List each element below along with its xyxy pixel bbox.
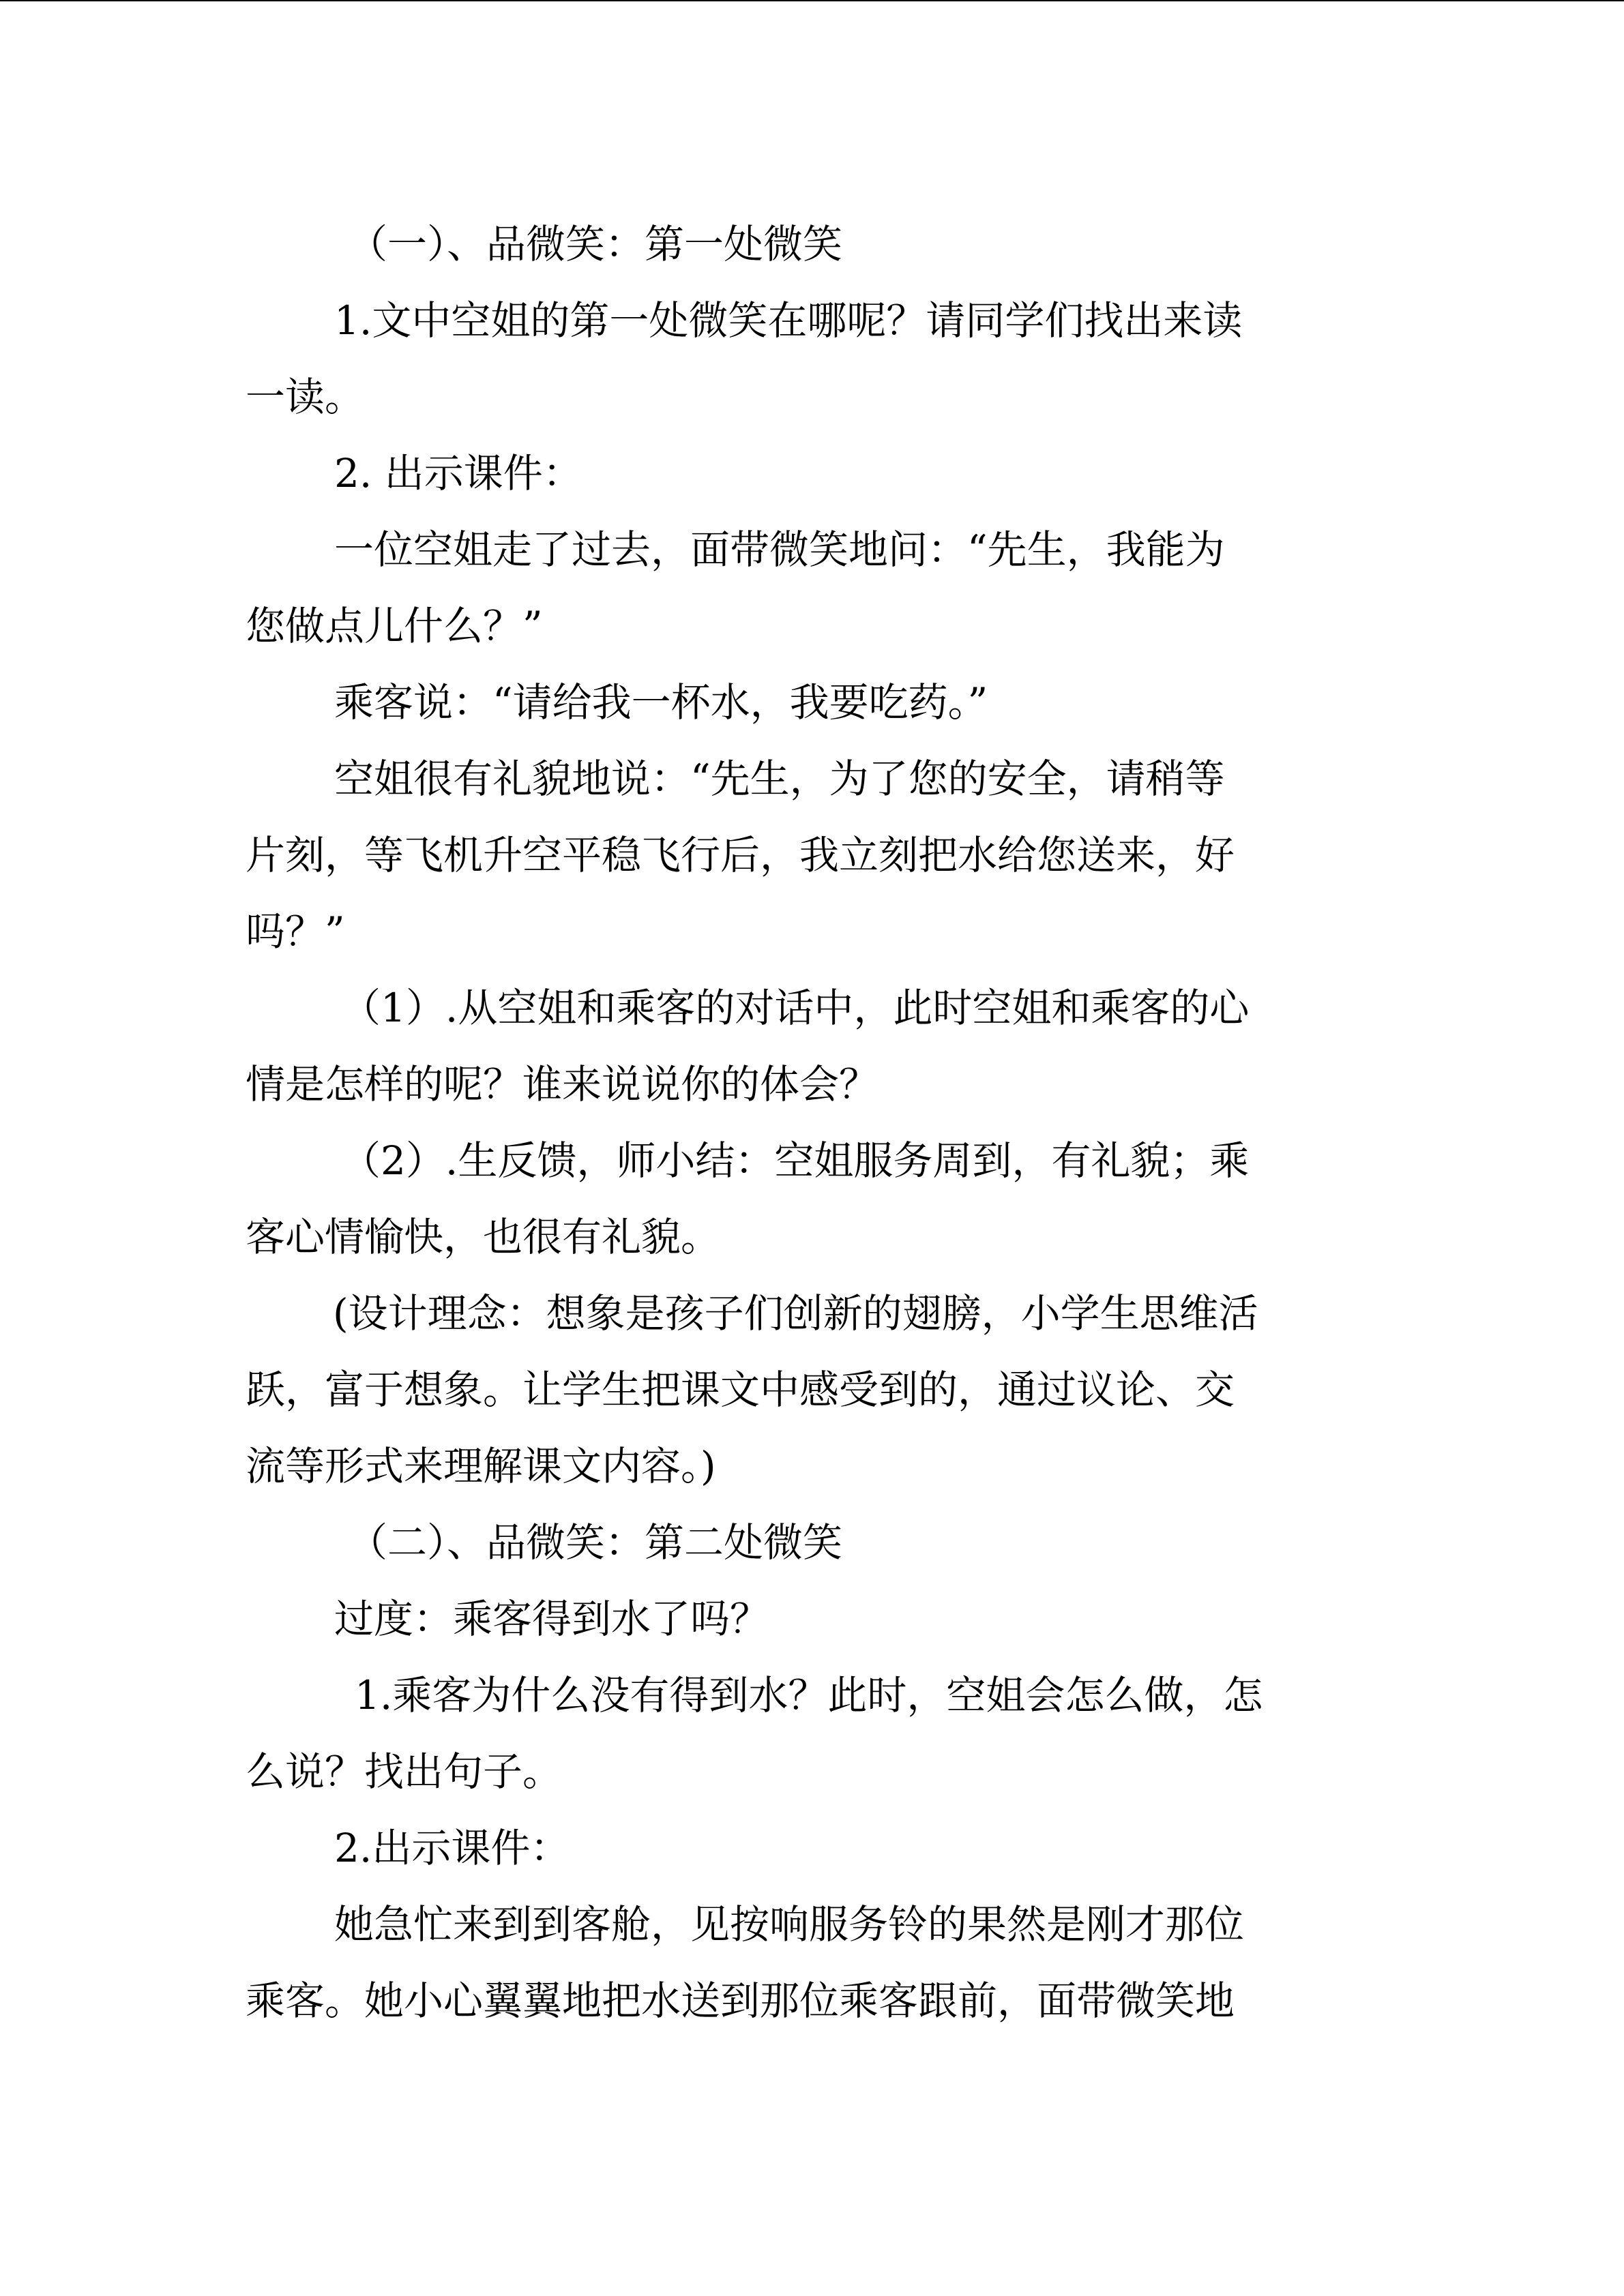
paragraph-line: （2）.生反馈，师小结：空姐服务周到，有礼貌；乘 xyxy=(341,1137,1250,1184)
paragraph-line: 2.出示课件： xyxy=(334,1825,570,1871)
design-note-line: (设计理念：想象是孩子们创新的翅膀，小学生思维活 xyxy=(333,1290,1258,1337)
paragraph-line: （1）.从空姐和乘客的对话中，此时空姐和乘客的心 xyxy=(341,985,1250,1031)
design-note-line: 流等形式来理解课文内容。) xyxy=(246,1443,716,1489)
paragraph-line: 情是怎样的呢？谁来说说你的体会？ xyxy=(246,1061,879,1107)
paragraph-line: 一读。 xyxy=(246,374,365,420)
paragraph-line: 片刻，等飞机升空平稳飞行后，我立刻把水给您送来，好 xyxy=(246,832,1235,878)
paragraph-line: 么说？找出句子。 xyxy=(246,1748,563,1795)
paragraph-line: 乘客。她小心翼翼地把水送到那位乘客跟前，面带微笑地 xyxy=(246,1978,1235,2024)
paragraph-line: 一位空姐走了过去，面带微笑地问：“先生，我能为 xyxy=(334,526,1225,573)
design-note-line: 跃，富于想象。让学生把课文中感受到的，通过议论、交 xyxy=(246,1367,1235,1413)
paragraph-line: 吗？” xyxy=(246,908,345,955)
section-heading-first-smile: （一）、品微笑：第一处微笑 xyxy=(348,221,843,267)
section-heading-second-smile: （二）、品微笑：第二处微笑 xyxy=(348,1519,843,1566)
paragraph-line: 2. 出示课件： xyxy=(334,450,582,496)
paragraph-line: 她急忙来到到客舱，见按响服务铃的果然是刚才那位 xyxy=(334,1901,1245,1948)
paragraph-line: 乘客说：“请给我一杯水，我要吃药。” xyxy=(334,679,988,726)
paragraph-line: 1.文中空姐的第一处微笑在哪呢？请同学们找出来读 xyxy=(334,297,1243,344)
paragraph-line: 您做点儿什么？” xyxy=(246,603,543,649)
paragraph-line: 过度：乘客得到水了吗？ xyxy=(334,1596,770,1642)
paragraph-line: 1.乘客为什么没有得到水？此时，空姐会怎么做，怎 xyxy=(355,1672,1263,1718)
paragraph-line: 空姐很有礼貌地说：“先生，为了您的安全，请稍等 xyxy=(334,756,1225,802)
document-body xyxy=(246,206,1378,2039)
paragraph-line: 客心情愉快，也很有礼貌。 xyxy=(246,1214,721,1260)
